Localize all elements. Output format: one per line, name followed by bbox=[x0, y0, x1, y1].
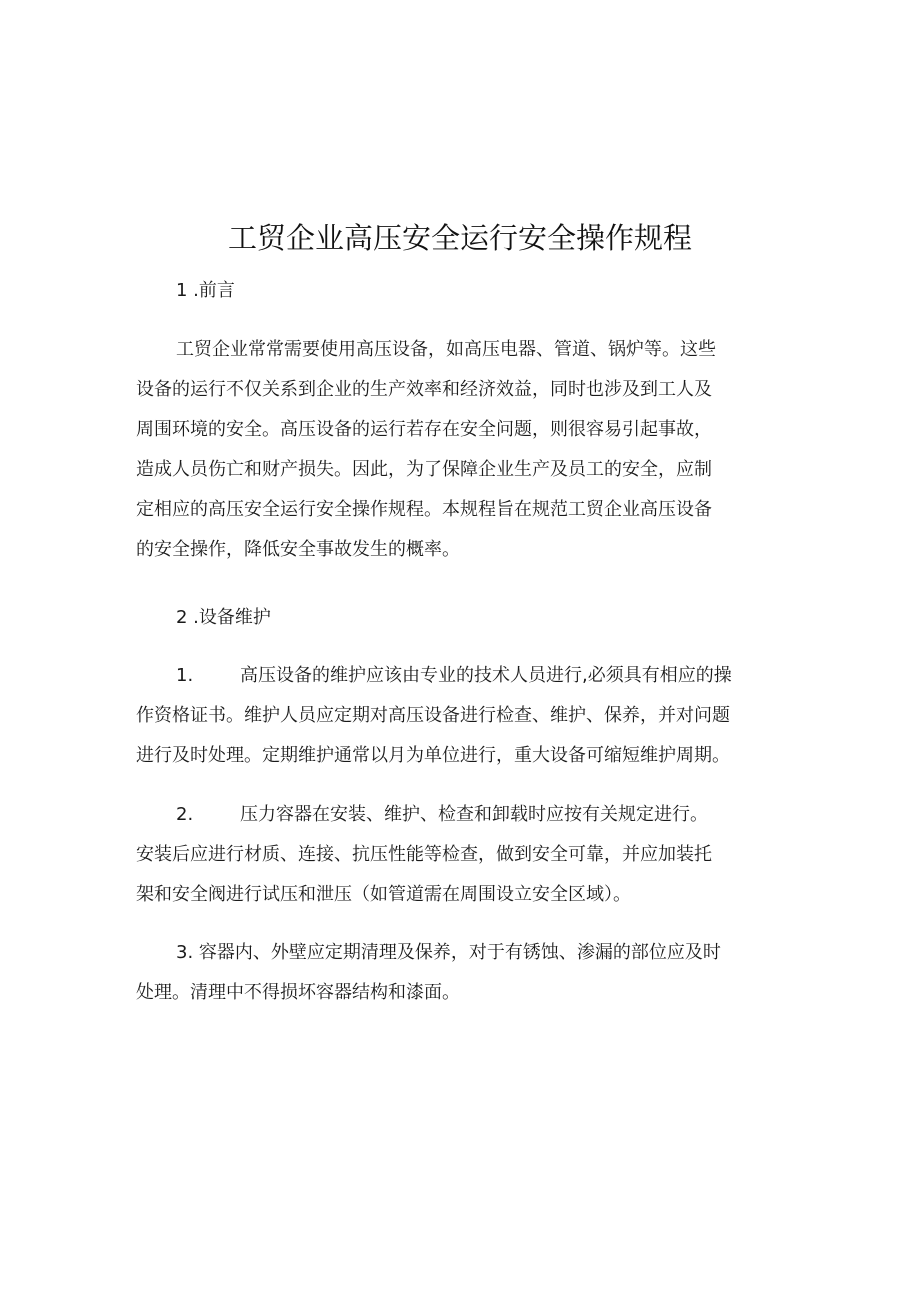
section-heading-preface: 1 .前言 bbox=[176, 280, 235, 301]
list-item-line: 进行及时处理。定期维护通常以月为单位进行，重大设备可缩短维护周期。 bbox=[136, 745, 730, 766]
list-item-number: 1. bbox=[176, 665, 194, 686]
list-item-text: 压力容器在安装、维护、检查和卸载时应按有关规定进行。 bbox=[240, 804, 708, 825]
list-item-line: 架和安全阀进行试压和泄压（如管道需在周围设立安全区域）。 bbox=[136, 884, 631, 905]
paragraph-line: 周围环境的安全。高压设备的运行若存在安全问题，则很容易引起事故， bbox=[136, 419, 712, 440]
list-item-number: 2. bbox=[176, 804, 194, 825]
document-title: 工贸企业高压安全运行安全操作规程 bbox=[227, 221, 692, 255]
paragraph-line: 的安全操作，降低安全事故发生的概率。 bbox=[136, 539, 460, 560]
list-item-line: 作资格证书。维护人员应定期对高压设备进行检查、维护、保养，并对问题 bbox=[136, 705, 730, 726]
maintenance-item-1 bbox=[136, 656, 816, 776]
paragraph-line: 定相应的高压安全运行安全操作规程。本规程旨在规范工贸企业高压设备 bbox=[136, 499, 712, 520]
paragraph-line: 工贸企业常常需要使用高压设备，如高压电器、管道、锅炉等。这些 bbox=[176, 339, 716, 360]
section-heading-maintenance: 2 .设备维护 bbox=[176, 607, 271, 628]
paragraph-line: 设备的运行不仅关系到企业的生产效率和经济效益，同时也涉及到工人及 bbox=[136, 379, 712, 400]
list-item-line bbox=[136, 795, 816, 835]
list-item-line: 安装后应进行材质、连接、抗压性能等检查，做到安全可靠，并应加装托 bbox=[136, 844, 712, 865]
preface-paragraph bbox=[136, 330, 816, 570]
maintenance-item-2 bbox=[136, 795, 816, 915]
list-item-text: 高压设备的维护应该由专业的技术人员进行,必须具有相应的操 bbox=[240, 665, 732, 686]
maintenance-item-3 bbox=[136, 933, 816, 1013]
list-item-line bbox=[136, 656, 816, 696]
list-item-line: 处理。清理中不得损坏容器结构和漆面。 bbox=[136, 982, 460, 1003]
list-item-line: 3. 容器内、外壁应定期清理及保养，对于有锈蚀、渗漏的部位应及时 bbox=[176, 942, 721, 963]
paragraph-line: 造成人员伤亡和财产损失。因此，为了保障企业生产及员工的安全，应制 bbox=[136, 459, 712, 480]
